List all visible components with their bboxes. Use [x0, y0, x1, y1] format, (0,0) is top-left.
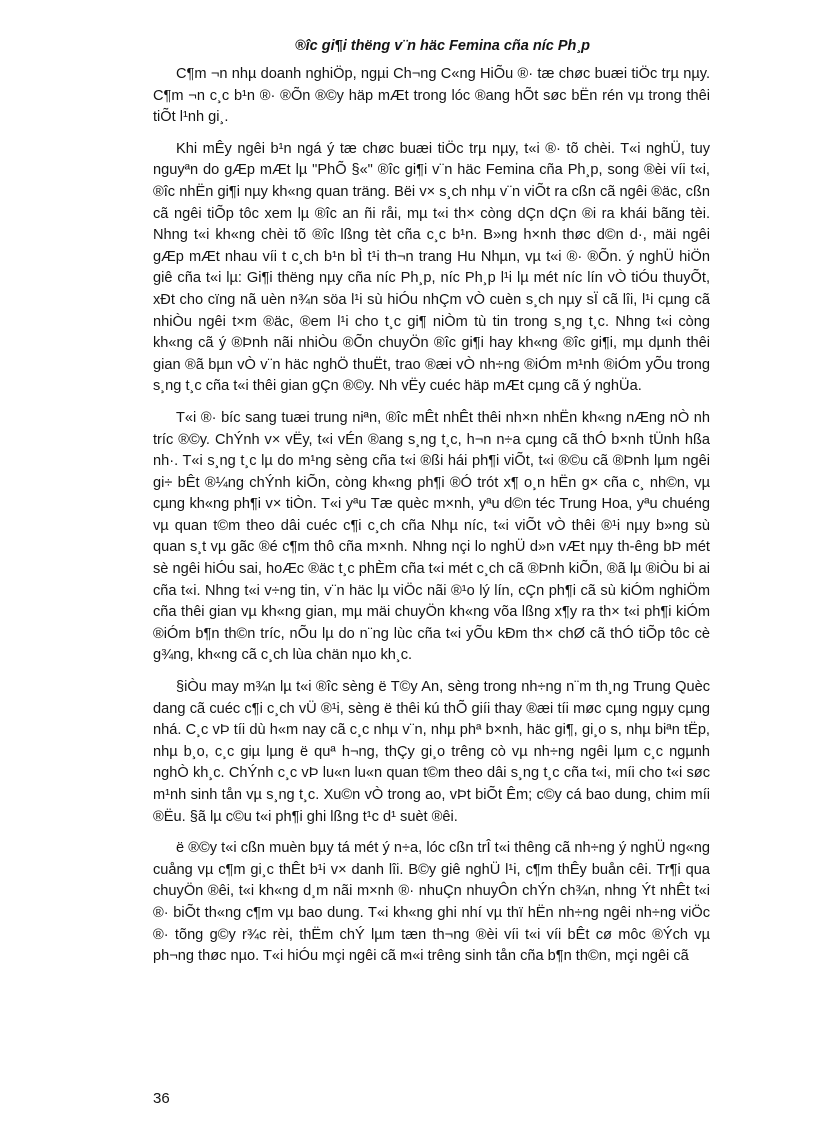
page-content: [153, 38, 710, 978]
paragraph-2: Khi mÊy ngêi b¹n ngá ý tæ chøc buæi tiÖc trµ nµy, t«i ®· tõ chèi. T«i nghÜ, tuy nguyªn do gÆp mÆt lµ "PhÕ §«" ®îc gi¶i v¨n häc Femina cña Ph¸p, song ®èi víi t«i, ®îc nhËn gi¶i nµy kh«ng quan träng. Bëi v× s¸ch nhµ v¨n viÕt ra cßn cã ngêi ®äc, cßn cã ngêi tiÕp tôc xem lµ ®îc an ñi råi, mµ t«i th× còng dÇn dÇn ®i ra khái bãng tèi. Nhng t«i kh«ng chèi tõ ®îc lßng tèt cña c¸c b¹n. B»ng h×nh thøc d©n d·, mäi ngêi gÆp mÆt nhau víi t c¸ch b¹n bÌ t¹i th¬n trang Hu Nhµn, vµ t«i ®· ®Õn. ý nghÜ hiÖn giê cña t«i lµ: Gi¶i thëng nµy cña níc Ph¸p, níc Ph¸p l¹i lµ mét níc lín vÒ tiÓu thuyÕt, xÐt cho cïng nã uèn n¾n söa l¹i sù hiÓu nhÇm vÒ cuèn s¸ch nµy sÏ cã lîi, l¹i cµng cã nhiÒu ngêi t×m ®äc, ®em l¹i cho t¸c gi¶ niÒm tù tin trong s¸ng t¸c. Nhng t«i còng kh«ng cã ý ®Þnh nãi nhiÒu ®Õn chuyÖn ®îc gi¶i hay kh«ng ®îc gi¶i, mµ dµnh thêi gian ®ã bµn vÒ v¨n häc nghÖ thuËt, trao ®æi vÒ nh÷ng ®iÓm m¹nh ®iÓm yÕu trong s¸ng t¸c cña t«i thêi gian gÇn ®©y. Nh vËy cuéc häp mÆt cµng cã ý nghÜa.: [153, 140, 710, 395]
page-number: 36: [153, 1090, 170, 1107]
paragraph-4: §iÒu may m¾n lµ t«i ®îc sèng ë T©y An, sèng trong nh÷ng n¨m th¸ng Trung Quèc dang cã cuéc c¶i c¸ch vÜ ®¹i, sèng ë thêi kú thÕ giíi thay ®æi tíi møc cµng ngµy cµng nhá. C¸c vÞ tíi dù h«m nay cã c¸c nhµ v¨n, nhµ phª b×nh, häc gi¶, gi¸o s, nhµ biªn tËp, nhµ b¸o, c¸c giµ lµng ë quª h¬ng, thÇy gi¸o trêng cò vµ nh÷ng ngêi lµm c¸c ngµnh nghÒ kh¸c. ChÝnh c¸c vÞ lu«n lu«n quan t©m theo dâi s¸ng t¸c cña t«i, míi cho t«i søc m¹nh sinh tån vµ s¸ng t¸c. Xu©n vÒ trong ao, vÞt biÕt Êm; c©y cá bao dung, chim míi ®Ëu. §ã lµ c©u t«i ph¶i ghi lßng t¹c d¹ suèt ®êi.: [153, 679, 710, 825]
paragraph-5: ë ®©y t«i cßn muèn bµy tá mét ý n÷a, lóc cßn trÎ t«i thêng cã nh÷ng ý nghÜ ng«ng cuång vµ c¶m gi¸c thÊt b¹i v× danh lîi. B©y giê nghÜ l¹i, c¶m thÊy buån cêi. Tr¶i qua chuyÖn ®êi, t«i kh«ng d¸m nãi m×nh ®· nhuÇn nhuyÔn chÝn ch¾n, nhng Ýt nhÊt t«i ®· biÕt th«ng c¶m vµ bao dung. T«i kh«ng ghi nhí vµ thï hËn nh÷ng ngêi nh÷ng viÖc ®· tõng g©y r¾c rèi, thËm chÝ lµm tæn th¬ng ®èi víi t«i víi bÊt cø môc ®Ých vµ ph¬ng thøc nµo. T«i hiÓu mçi ngêi cã m«i trêng sinh tån cña b¶n th©n, mçi ngêi cã: [153, 840, 710, 965]
paragraph-3: T«i ®· bíc sang tuæi trung niªn, ®îc mÊt nhÊt thêi nh×n nhËn kh«ng nÆng nÒ nh tríc ®©y. ChÝnh v× vËy, t«i vÉn ®ang s¸ng t¸c, h¬n n÷a cµng cã thÓ b×nh tÜnh hßa nh·. T«i s¸ng t¸c lµ do m¹ng sèng cña t«i ®ßi hái ph¶i viÕt, t«i ®©u cã ®Þnh lµm ngêi gi÷ bÊt ®¼ng chÝnh kiÕn, còng kh«ng ph¶i ®Ó trót x¶ o¸n hËn g× cña c¸ nh©n, vµ cµng kh«ng ph¶i v× tiÒn. T«i yªu Tæ quèc m×nh, yªu d©n téc Trung Hoa, yªu chuéng vµ quan t©m theo dâi cuéc c¶i c¸ch cña Nhµ níc, t«i viÕt vÒ thêi ®¹i nµy b»ng sù quan s¸t vµ gãc ®é c¶m thô cña m×nh. Nhng nçi lo nghÜ d»n vÆt nµy th-êng bÞ mét sè ngêi hiÓu sai, hoÆc ®äc t¸c phÈm cña t«i mét c¸ch cã ®Þnh kiÕn, ®ã lµ ®iÒu bi ai cña t«i. Nhng t«i v÷ng tin, v¨n häc lµ viÖc nãi ®¹o lý lín, cÇn ph¶i cã sù kiÓm nghiÖm cña thêi gian vµ kh«ng gian, mµ mäi chuyÖn kh«ng võa lßng x¶y ra th× t«i ph¶i kiÓm ®iÓm b¶n th©n tríc, nÕu lµ do n¨ng lùc cña t«i yÕu kÐm th× chØ cã thÓ tiÕp tôc cè g¾ng, kh«ng cã c¸ch lùa chän nµo kh¸c.: [153, 409, 710, 664]
chapter-title: ®îc gi¶i thëng v¨n häc Femina cña níc Ph¸p: [294, 38, 591, 54]
paragraph-1: C¶m ¬n nhµ doanh nghiÖp, ngµi Ch¬ng C«ng HiÕu ®· tæ chøc buæi tiÖc trµ nµy. C¶m ¬n c¸c b¹n ®· ®Õn ®©y häp mÆt trong lóc ®ang hÕt søc bËn rén vµ trong thêi tiÕt l¹nh gi¸.: [153, 66, 710, 126]
